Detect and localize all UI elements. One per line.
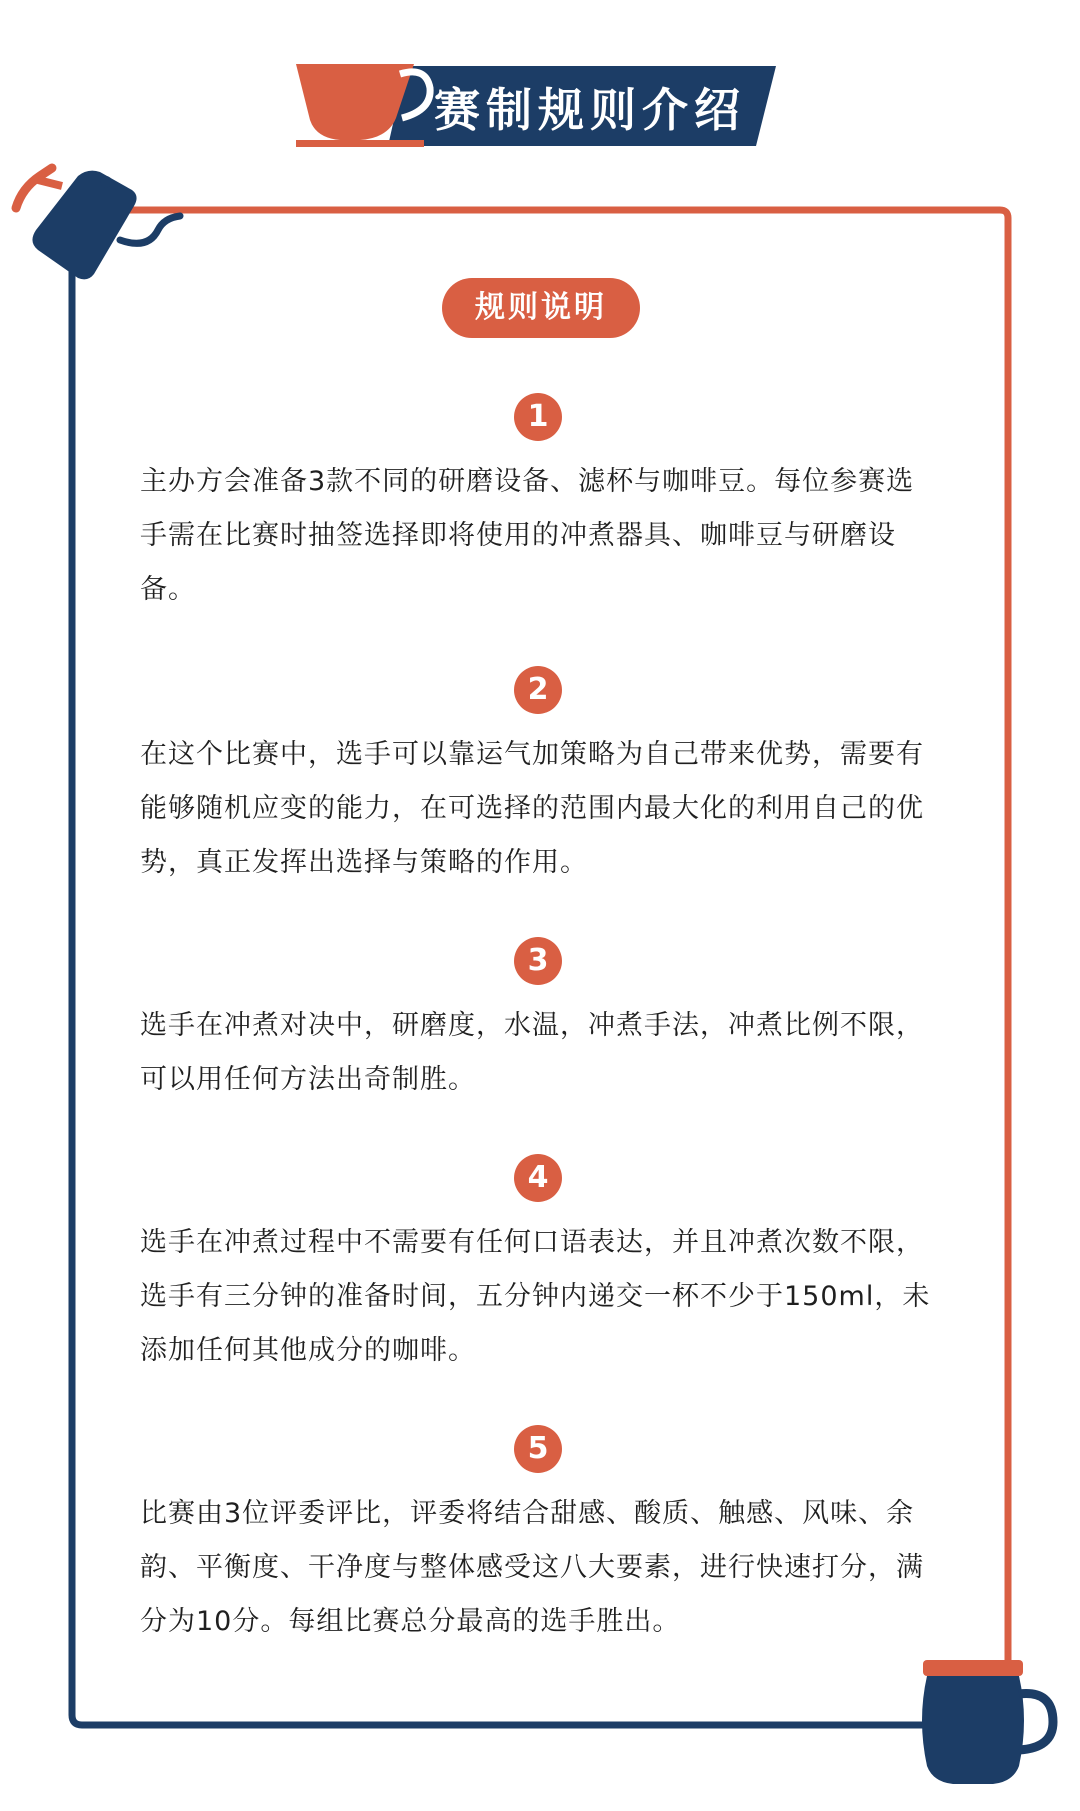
- rule-number-badge: 5: [514, 1425, 562, 1473]
- rule-number-badge: 3: [514, 937, 562, 985]
- rule-text: 选手在冲煮对决中，研磨度，水温，冲煮手法，冲煮比例不限，可以用任何方法出奇制胜。: [140, 1010, 924, 1095]
- title-banner: [296, 60, 786, 150]
- rule-number-badge: 2: [514, 666, 562, 714]
- rule-number-badge: 1: [514, 393, 562, 441]
- rule-text: 选手在冲煮过程中不需要有任何口语表达，并且冲煮次数不限，选手有三分钟的准备时间，五分钟内递交一杯不少于150ml，未添加任何其他成分的咖啡。: [140, 1227, 931, 1366]
- rule-text: 比赛由3位评委评比，评委将结合甜感、酸质、触感、风味、余韵、平衡度、干净度与整体感受这八大要素，进行快速打分，满分为10分。每组比赛总分最高的选手胜出。: [140, 1498, 924, 1637]
- page-title: 赛制规则介绍: [434, 83, 746, 137]
- rule-number-badge: 4: [514, 1154, 562, 1202]
- coffee-server-icon: [915, 1650, 1065, 1790]
- rule-text: 在这个比赛中，选手可以靠运气加策略为自己带来优势，需要有能够随机应变的能力，在可选择的范围内最大化的利用自己的优势，真正发挥出选择与策略的作用。: [140, 739, 924, 878]
- rules-section-pill: 规则说明: [442, 278, 640, 338]
- gooseneck-kettle-icon: [8, 160, 188, 290]
- rule-text: 主办方会准备3款不同的研磨设备、滤杯与咖啡豆。每位参赛选手需在比赛时抽签选择即将使用的冲煮器具、咖啡豆与研磨设备。: [140, 466, 915, 605]
